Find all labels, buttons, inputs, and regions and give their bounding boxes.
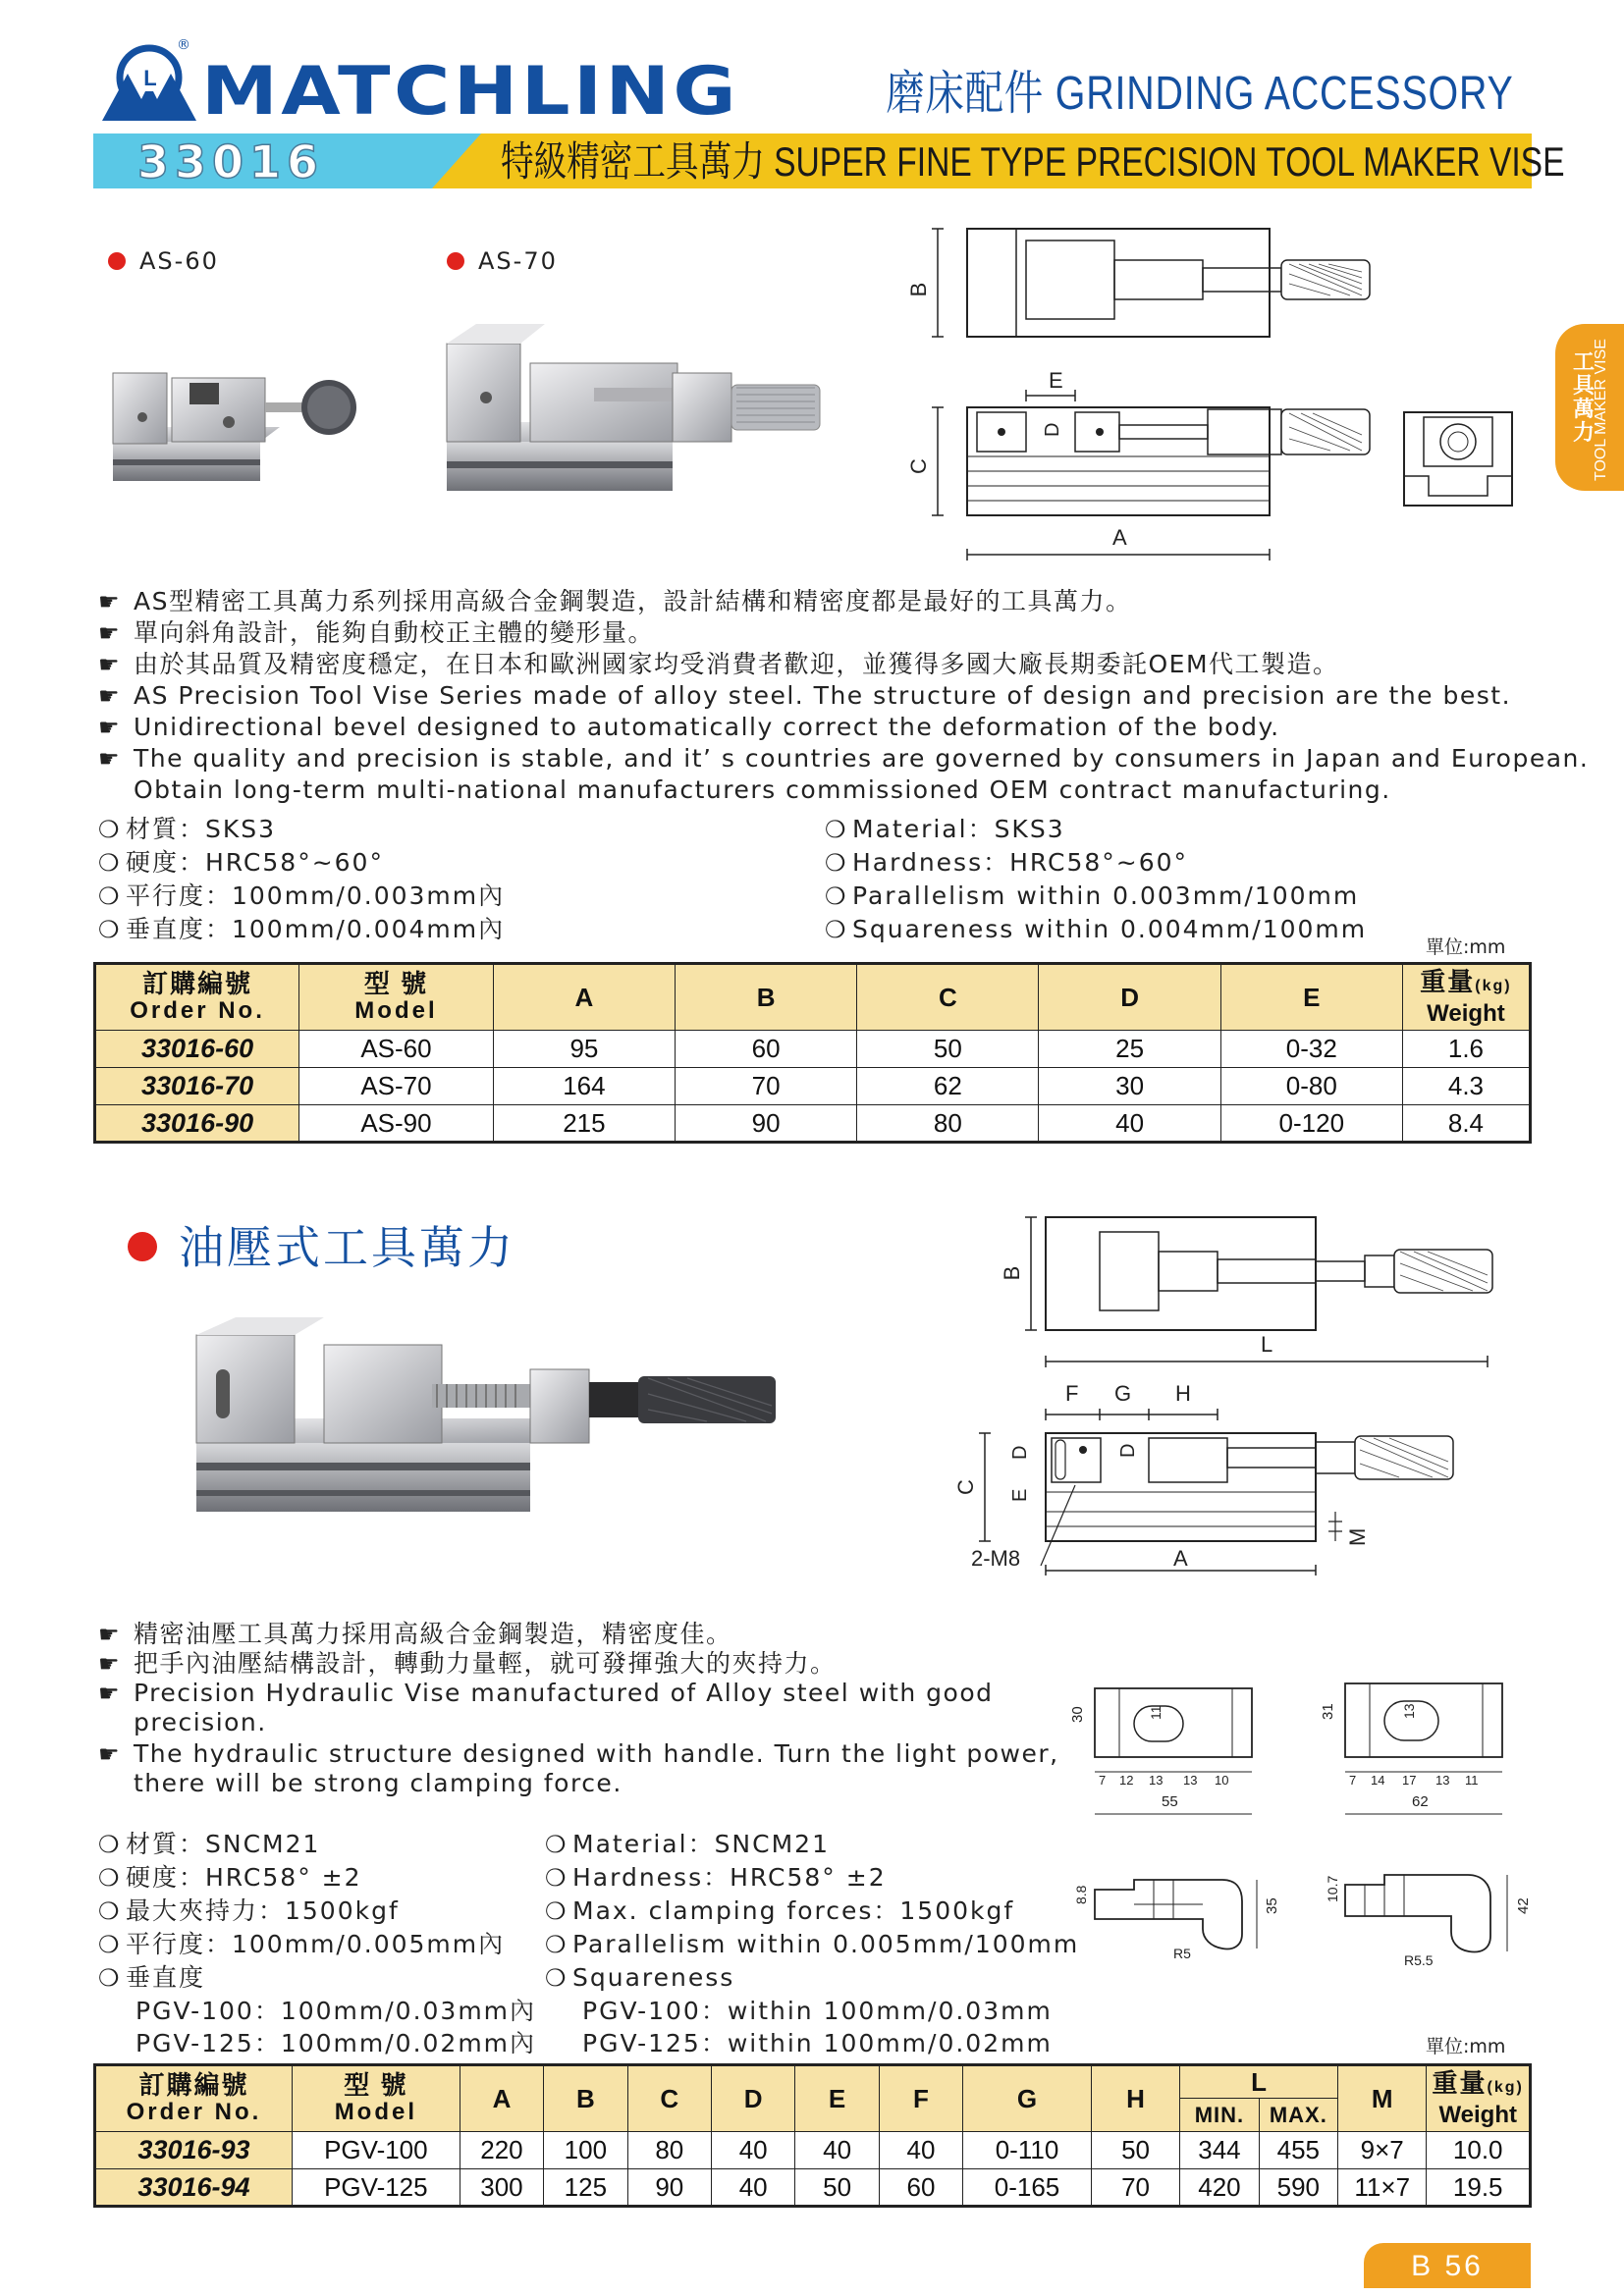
svg-text:G: G [1114,1381,1132,1406]
col-model: 型 號 Model [299,964,494,1031]
feature-item: ☛ 把手內油壓結構設計，轉動力量輕，就可發揮強大的夾持力。 [98,1649,837,1678]
feature-item-continued: precision. [134,1708,267,1736]
side-tab[interactable] [1555,324,1624,491]
svg-text:7: 7 [1099,1773,1107,1788]
col-c: C [627,2065,711,2132]
circle-bullet-icon: ❍ [545,1931,568,1958]
svg-text:B: B [1000,1265,1024,1281]
feature-item: ☛ AS Precision Tool Vise Series made of alloy steel. The structure of design and precision are the best. [98,681,1512,710]
svg-text:F: F [1065,1381,1079,1406]
red-dot-icon [447,252,464,270]
feature-item: ☛ AS型精密工具萬力系列採用高級合金鋼製造，設計結構和精密度都是最好的工具萬力。 [98,587,1132,615]
drawing-front-view [906,358,1517,568]
pointing-hand-icon: ☛ [98,588,122,615]
svg-text:2-M8: 2-M8 [971,1546,1021,1571]
circle-bullet-icon: ❍ [545,1831,568,1858]
col-e: E [1220,964,1402,1031]
svg-text:35: 35 [1264,1897,1280,1914]
col-l: L [1180,2065,1338,2099]
pointing-hand-icon: ☛ [98,651,122,678]
spec-item: ❍ Hardness：HRC58°~60° [825,846,1367,880]
col-h: H [1091,2065,1179,2132]
svg-text:L: L [1261,1332,1273,1357]
pointing-hand-icon: ☛ [98,1650,122,1678]
svg-text:E: E [1049,368,1063,393]
col-model: 型 號 Model [292,2065,460,2132]
registered-mark: ® [177,37,190,53]
table-row: 33016-94 PGV-125 300 125 90 40 50 60 0-165 70 420 590 11×7 19.5 [95,2169,1531,2207]
drawing-slot-pgv100 [1065,1679,1262,1830]
circle-bullet-icon: ❍ [98,916,122,943]
svg-text:13: 13 [1435,1773,1450,1788]
col-weight: 重量(kg) Weight [1427,2065,1531,2132]
drawing-top-view [906,221,1380,343]
svg-text:10: 10 [1215,1773,1229,1788]
spec-table-as [93,962,1532,1144]
catalog-number: 33016 [137,135,325,188]
svg-text:11: 11 [1465,1773,1479,1788]
circle-bullet-icon: ❍ [98,1831,122,1858]
svg-text:12: 12 [1119,1773,1134,1788]
svg-text:D: D [1009,1445,1031,1460]
drawing-pgv-top-view [992,1212,1502,1373]
svg-text:8.8: 8.8 [1073,1885,1089,1904]
svg-text:62: 62 [1412,1793,1429,1810]
spec-list-en [825,813,1367,946]
circle-bullet-icon: ❍ [825,816,848,843]
spec-item: ❍ Squareness within 0.004mm/100mm [825,913,1367,946]
drawing-slot-pgv125 [1316,1674,1512,1825]
svg-text:31: 31 [1320,1703,1336,1720]
svg-text:A: A [1112,525,1127,550]
pointing-hand-icon: ☛ [98,745,122,773]
product-photo-as70 [437,314,849,514]
col-b: B [676,964,857,1031]
feature-item: ☛ The hydraulic structure designed with handle. Turn the light power, [98,1739,1059,1768]
feature-item: ☛ Unidirectional bevel designed to automatically correct the deformation of the body. [98,713,1280,741]
category-title: 磨床配件 GRINDING ACCESSORY [886,68,1514,120]
pointing-hand-icon: ☛ [98,1680,122,1707]
brand-logo-icon [98,44,187,123]
svg-text:42: 42 [1515,1897,1532,1914]
spec-list-en-hydraulic: ❍ Material：SNCM21 ❍ Hardness：HRC58° ±2 ❍ Max. clamping forces：1500kgf ❍ Parallelism within 0.005mm/100mm ❍ Squareness PGV-100：within 100mm/0.03mm PGV-125：within 100mm/0.02mm [545,1830,1080,2057]
svg-text:R5: R5 [1173,1946,1191,1961]
table-row: 33016-90 AS-90 215 90 80 40 0-120 8.4 [95,1105,1531,1143]
side-tab-label-en: TOOL MAKER VISE [1593,339,1609,481]
circle-bullet-icon: ❍ [98,1931,122,1958]
pointing-hand-icon: ☛ [98,1621,122,1648]
col-f: F [879,2065,962,2132]
svg-text:13: 13 [1183,1773,1198,1788]
svg-text:10.7: 10.7 [1325,1875,1340,1902]
svg-text:55: 55 [1162,1793,1178,1810]
spec-item: ❍ 平行度：100mm/0.003mm內 [98,880,505,913]
feature-list [98,586,1589,805]
col-g: G [963,2065,1092,2132]
spec-list-zh-hydraulic: ❍ 材質：SNCM21 ❍ 硬度：HRC58° ±2 ❍ 最大夾持力：1500kgf ❍ 平行度：100mm/0.005mm內 ❍ 垂直度 PGV-100：100mm/0.03mm內 PGV-125：100mm/0.02mm內 [98,1830,537,2057]
col-weight: 重量(kg) Weight [1402,964,1530,1031]
circle-bullet-icon: ❍ [98,816,122,843]
pointing-hand-icon: ☛ [98,619,122,647]
svg-text:E: E [1009,1488,1031,1502]
circle-bullet-icon: ❍ [825,916,848,943]
red-dot-icon [108,252,126,270]
svg-text:17: 17 [1402,1773,1417,1788]
svg-text:30: 30 [1069,1706,1086,1723]
side-tab-label-zh: 工具萬力 [1573,350,1596,446]
col-e: E [795,2065,879,2132]
feature-item: ☛ Precision Hydraulic Vise manufactured of Alloy steel with good [98,1679,994,1707]
col-a: A [493,964,675,1031]
model-tag-as60: AS-60 [108,247,219,275]
col-a: A [460,2065,543,2132]
unit-label: 單位:mm [1426,936,1506,958]
pointing-hand-icon: ☛ [98,714,122,741]
drawing-pgv-front-view [953,1379,1502,1579]
svg-text:L: L [143,66,157,90]
feature-item: ☛ The quality and precision is stable, and it’ s countries are governed by consumers in Japan and European. [98,744,1590,773]
col-l-max: MAX. [1259,2099,1337,2132]
col-d: D [711,2065,794,2132]
circle-bullet-icon: ❍ [98,849,122,877]
col-l-min: MIN. [1180,2099,1259,2132]
circle-bullet-icon: ❍ [545,1897,568,1925]
svg-text:14: 14 [1371,1773,1385,1788]
pointing-hand-icon: ☛ [98,682,122,710]
product-photo-as60 [103,334,378,505]
col-order-no: 訂購編號 Order No. [95,964,299,1031]
svg-text:B: B [906,282,931,297]
circle-bullet-icon: ❍ [98,1897,122,1925]
feature-item: ☛ 由於其品質及精密度穩定，在日本和歐洲國家均受消費者歡迎，並獲得多國大廠長期委託OEM代工製造。 [98,650,1339,678]
spec-item: ❍ 硬度：HRC58°~60° [98,846,505,880]
col-b: B [544,2065,627,2132]
feature-item: ☛ 單向斜角設計，能夠自動校正主體的變形量。 [98,618,655,647]
svg-text:R5.5: R5.5 [1404,1952,1434,1968]
drawing-jaw-pgv125 [1316,1855,1532,1977]
model-tag-as70: AS-70 [447,247,558,275]
svg-text:D: D [1117,1443,1139,1458]
unit-label: 單位:mm [1426,2036,1506,2057]
svg-text:M: M [1345,1527,1370,1546]
spec-item: ❍ Material：SKS3 [825,813,1367,846]
col-d: D [1039,964,1220,1031]
circle-bullet-icon: ❍ [545,1964,568,1992]
section-title-hydraulic: 油壓式工具萬力 [128,1212,515,1277]
page-number: B 56 [1364,2243,1531,2288]
feature-item-continued: Obtain long-term multi-national manufacturers commissioned OEM contract manufacturing. [134,775,1391,804]
svg-text:13: 13 [1149,1773,1164,1788]
spec-item: ❍ 垂直度：100mm/0.004mm內 [98,913,505,946]
svg-text:7: 7 [1349,1773,1357,1788]
svg-text:C: C [906,458,931,474]
circle-bullet-icon: ❍ [825,849,848,877]
brand-name: MATCHLING [201,53,740,131]
circle-bullet-icon: ❍ [825,882,848,910]
svg-text:H: H [1175,1381,1191,1406]
col-m: M [1338,2065,1427,2132]
pointing-hand-icon: ☛ [98,1740,122,1768]
table-row: 33016-60 AS-60 95 60 50 25 0-32 1.6 [95,1031,1531,1068]
svg-text:C: C [953,1479,978,1495]
table-row: 33016-70 AS-70 164 70 62 30 0-80 4.3 [95,1068,1531,1105]
product-photo-pgv [187,1315,795,1545]
spec-table-pgv [93,2063,1532,2208]
spec-item: ❍ 材質：SKS3 [98,813,505,846]
circle-bullet-icon: ❍ [545,1864,568,1892]
spec-list-zh [98,813,505,946]
svg-text:A: A [1173,1546,1188,1571]
svg-text:13: 13 [1401,1703,1417,1719]
feature-list-hydraulic [98,1620,1059,1798]
feature-item-continued: there will be strong clamping force. [134,1769,623,1797]
spec-item: ❍ Parallelism within 0.003mm/100mm [825,880,1367,913]
svg-text:11: 11 [1148,1705,1164,1720]
table-row: 33016-93 PGV-100 220 100 80 40 40 40 0-110 50 344 455 9×7 10.0 [95,2132,1531,2169]
circle-bullet-icon: ❍ [98,1864,122,1892]
circle-bullet-icon: ❍ [98,882,122,910]
drawing-jaw-pgv100 [1065,1860,1281,1972]
page-title: 特級精密工具萬力 SUPER FINE TYPE PRECISION TOOL MAKER VISE [501,138,1565,185]
col-c: C [857,964,1039,1031]
feature-item: ☛ 精密油壓工具萬力採用高級合金鋼製造，精密度佳。 [98,1620,732,1648]
col-order-no: 訂購編號 Order No. [95,2065,293,2132]
circle-bullet-icon: ❍ [98,1964,122,1992]
svg-text:D: D [1042,422,1063,437]
red-dot-icon [128,1232,157,1261]
